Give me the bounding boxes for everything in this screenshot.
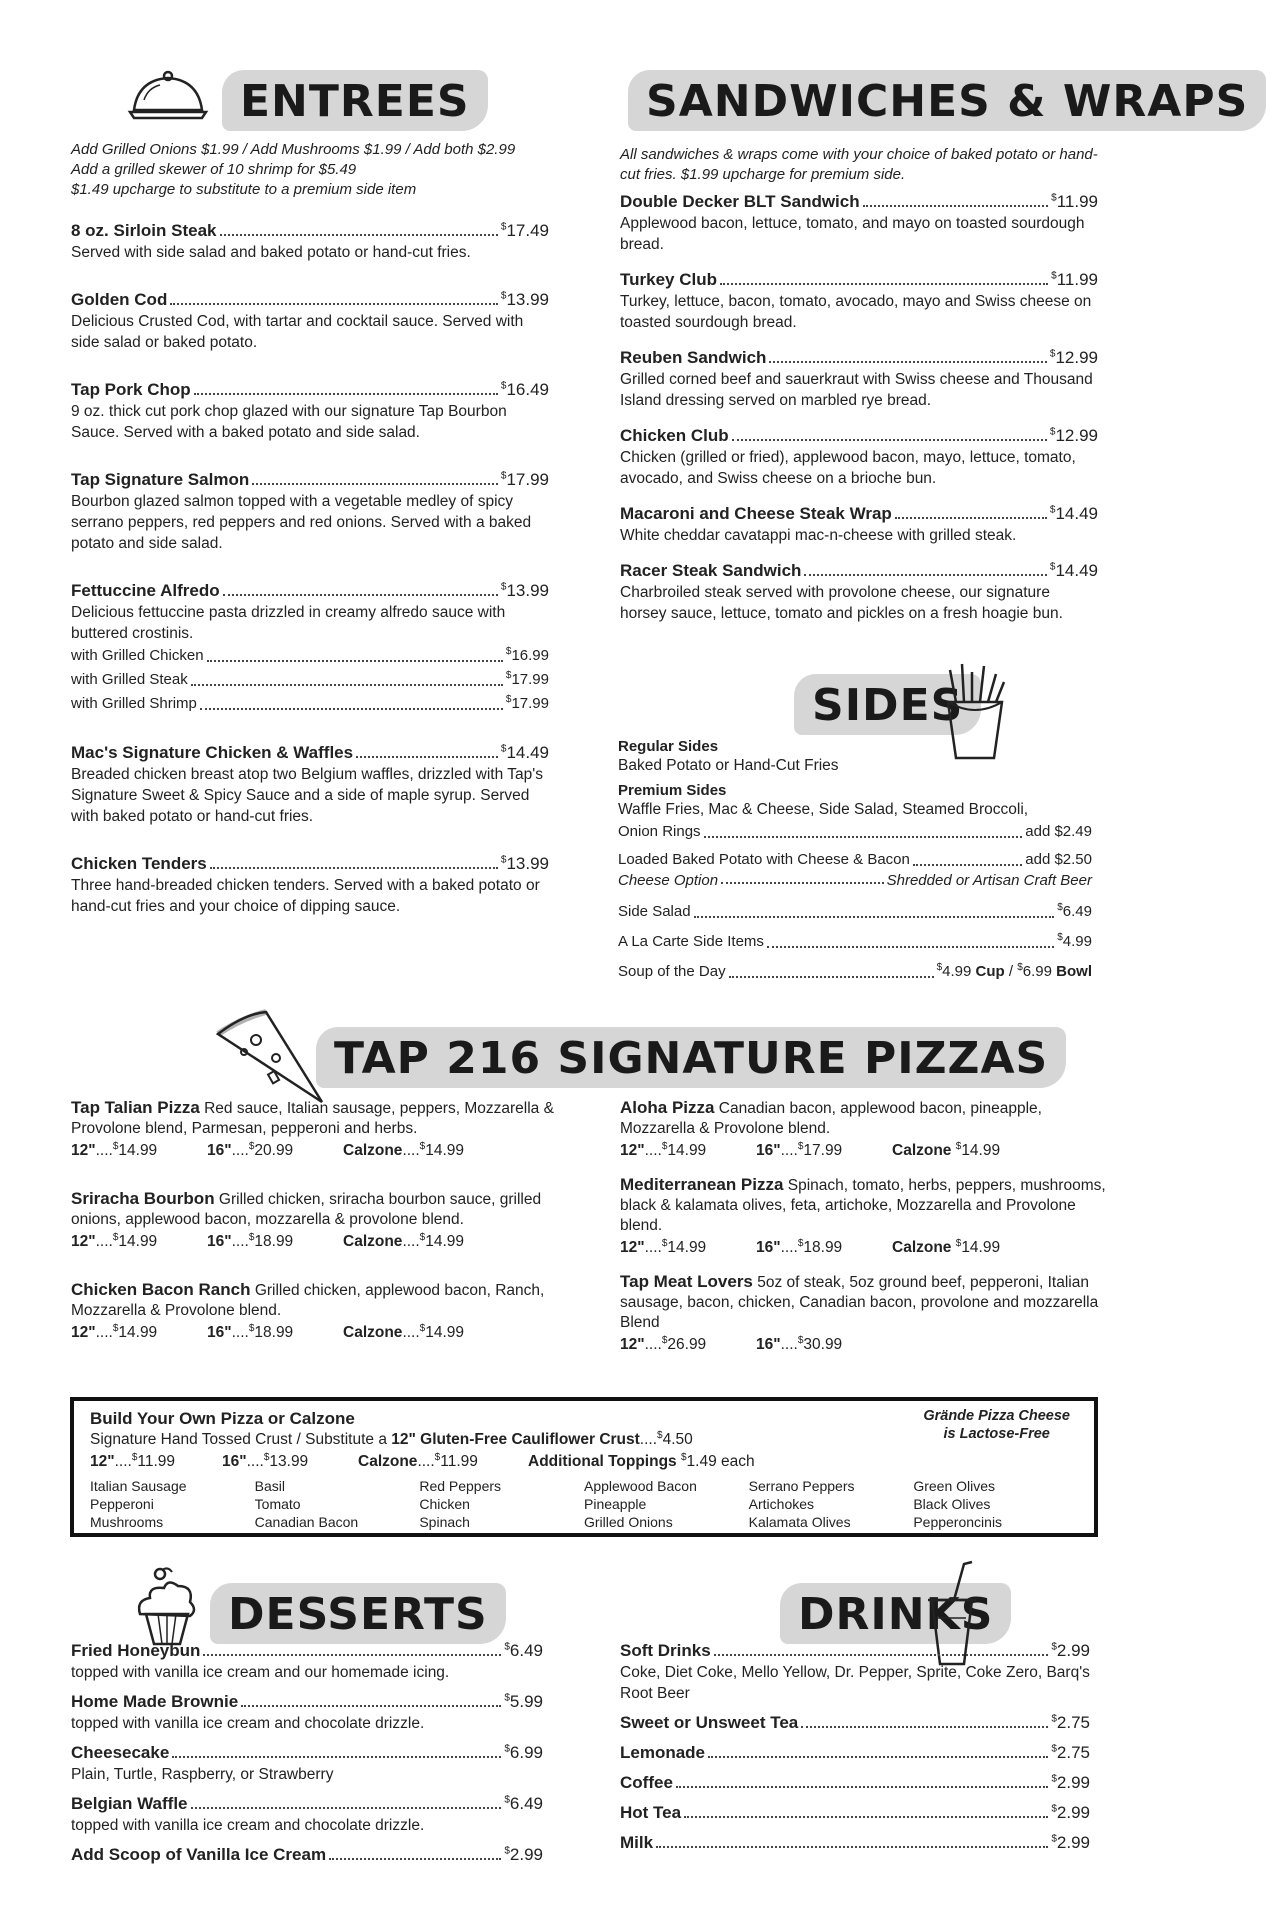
pizza-tap-talian-pizza — [71, 1098, 561, 1161]
item-name: Soft Drinks — [620, 1641, 711, 1660]
item-name: Add Scoop of Vanilla Ice Cream — [71, 1845, 327, 1864]
price-12-inch: 12"....$14.99 — [71, 1231, 158, 1250]
pizza-text — [71, 1098, 561, 1139]
item-name: Chicken Tenders — [71, 854, 207, 873]
leader-dots — [801, 1726, 1048, 1728]
leader-dots — [210, 867, 498, 869]
item-name: Racer Steak Sandwich — [620, 561, 802, 580]
pizza-chicken-bacon-ranch — [71, 1280, 561, 1343]
item-price: $2.99 — [504, 1845, 543, 1864]
menu-item-row — [71, 379, 549, 401]
soup-price: $4.99 Cup / $6.99 Bowl — [936, 962, 1092, 980]
leader-dots — [714, 1654, 1049, 1656]
menu-item-row — [71, 742, 549, 764]
price-calzone: Calzone $14.99 — [892, 1140, 1001, 1159]
item-price: $2.99 — [1051, 1773, 1090, 1792]
menu-item-row — [620, 269, 1098, 291]
menu-item-reuben-sandwich — [620, 347, 1098, 411]
item-description: Breaded chicken breast atop two Belgium waffles, drizzled with Tap's Signature Sweet & Spicy Sauce and a side of maple syrup. Served with baked potato or hand-cut fries. — [71, 766, 543, 825]
entrees-note-1: Add Grilled Onions $1.99 / Add Mushrooms $1.99 / Add both $2.99 — [71, 141, 516, 158]
menu-item-row — [620, 1832, 1090, 1854]
item-description: Three hand-breaded chicken tenders. Served with a baked potato or hand-cut fries and your choice of dipping sauce. — [71, 877, 540, 915]
leader-dots — [223, 594, 498, 596]
menu-item-cheesecake — [71, 1742, 543, 1785]
topping-pepperoncinis: Pepperoncinis — [913, 1514, 1003, 1530]
leader-dots — [329, 1858, 501, 1860]
item-price: $11.99 — [1051, 192, 1098, 211]
sandwiches-list — [620, 191, 1098, 624]
menu-item-tap-signature-salmon — [71, 469, 549, 554]
topping-italian-sausage: Italian Sausage — [90, 1478, 187, 1494]
item-description: topped with vanilla ice cream and chocolate drizzle. — [71, 1817, 425, 1834]
side-salad-row — [618, 900, 1092, 924]
topping-green-olives: Green Olives — [913, 1478, 996, 1494]
pizza-name: Tap Meat Lovers — [620, 1272, 753, 1291]
pizza-mediterranean-pizza — [620, 1175, 1110, 1258]
leader-dots — [656, 1846, 1048, 1848]
item-price: $17.99 — [500, 470, 549, 489]
menu-item-golden-cod — [71, 289, 549, 353]
price-calzone: Calzone $14.99 — [892, 1237, 1001, 1256]
premium-sides-label: Premium Sides — [618, 782, 727, 799]
leader-dots — [194, 393, 498, 395]
leader-dots — [720, 283, 1048, 285]
item-description: Delicious fettuccine pasta drizzled in creamy alfredo sauce with buttered crostinis. — [71, 604, 506, 642]
pizza-prices — [620, 1335, 1110, 1355]
item-name: 8 oz. Sirloin Steak — [71, 221, 217, 240]
topping-red-peppers: Red Peppers — [419, 1478, 502, 1494]
pizza-name: Tap Talian Pizza — [71, 1098, 200, 1117]
item-price: $2.99 — [1051, 1833, 1090, 1852]
loaded-potato-row — [618, 848, 1092, 872]
item-name: Home Made Brownie — [71, 1692, 239, 1711]
item-description: Grilled corned beef and sauerkraut with Swiss cheese and Thousand Island dressing served on marbled rye bread. — [620, 371, 1093, 409]
pizza-sriracha-bourbon — [71, 1189, 561, 1252]
menu-item-milk — [620, 1832, 1090, 1854]
byo-16-price: 16"....$13.99 — [222, 1451, 309, 1470]
leader-dots — [676, 1786, 1048, 1788]
onion-rings-name: Onion Rings — [618, 823, 701, 840]
fettuccine-option-with-grilled-shrimp — [71, 692, 549, 716]
item-description: Plain, Turtle, Raspberry, or Strawberry — [71, 1766, 334, 1783]
item-price: $6.49 — [504, 1794, 543, 1813]
pizza-description: Spinach, tomato, herbs, peppers, mushrooms, black & kalamata olives, feta, artichoke, Mozzarella and Provolone blend. — [620, 1177, 1106, 1234]
loaded-potato-price: add $2.50 — [1025, 851, 1092, 868]
soup-name: Soup of the Day — [618, 963, 726, 980]
leader-dots — [356, 756, 498, 758]
item-description: Turkey, lettuce, bacon, tomato, avocado, mayo and Swiss cheese on toasted sourdough bread. — [620, 293, 1092, 331]
entrees-note-3: $1.49 upcharge to substitute to a premium side item — [71, 181, 417, 198]
sides-section — [618, 738, 1092, 984]
item-description: Chicken (grilled or fried), applewood bacon, mayo, lettuce, tomato, avocado, and Swiss cheese on a brioche bun. — [620, 449, 1076, 487]
pizza-text — [71, 1189, 561, 1230]
leader-dots — [769, 361, 1046, 363]
fettuccine-option-with-grilled-steak — [71, 668, 549, 692]
pizza-text — [620, 1098, 1110, 1139]
pizza-aloha-pizza — [620, 1098, 1110, 1161]
menu-item-8-oz-sirloin-steak — [71, 220, 549, 263]
menu-item-tap-pork-chop — [71, 379, 549, 443]
leader-dots — [732, 439, 1047, 441]
item-price: $2.99 — [1051, 1641, 1090, 1660]
price-16-inch: 16"....$17.99 — [756, 1140, 843, 1159]
item-price: $13.99 — [500, 854, 549, 873]
item-name: Chicken Club — [620, 426, 729, 445]
menu-item-sweet-or-unsweet-tea — [620, 1712, 1090, 1734]
menu-item-row — [620, 191, 1098, 213]
toppings-column — [255, 1477, 420, 1531]
fettuccine-option-with-grilled-chicken — [71, 644, 549, 668]
price-12-inch: 12"....$14.99 — [71, 1322, 158, 1341]
cheese-option-row — [618, 872, 1092, 890]
price-12-inch: 12"....$14.99 — [620, 1140, 707, 1159]
topping-applewood-bacon: Applewood Bacon — [584, 1478, 697, 1494]
menu-item-soft-drinks — [620, 1640, 1090, 1704]
item-name: Macaroni and Cheese Steak Wrap — [620, 504, 892, 523]
pizza-name: Aloha Pizza — [620, 1098, 715, 1117]
leader-dots — [252, 483, 498, 485]
menu-item-macaroni-and-cheese-steak-wrap — [620, 503, 1098, 546]
leader-dots — [241, 1705, 501, 1707]
menu-item-row — [620, 425, 1098, 447]
option-price: $17.99 — [505, 694, 549, 712]
item-description: 9 oz. thick cut pork chop glazed with our signature Tap Bourbon Sauce. Served with a baked potato and side salad. — [71, 403, 507, 441]
option-name: with Grilled Chicken — [71, 647, 204, 664]
price-16-inch: 16"....$30.99 — [756, 1334, 843, 1353]
pizza-description: Grilled chicken, sriracha bourbon sauce, grilled onions, applewood bacon, mozzarella & provolone blend. — [71, 1191, 542, 1228]
leader-dots — [220, 234, 498, 236]
serving-cloche-icon — [128, 70, 208, 122]
byo-toppings-grid — [90, 1477, 1078, 1531]
sandwiches-section — [620, 145, 1098, 624]
leader-dots — [191, 1807, 502, 1809]
price-16-inch: 16"....$18.99 — [207, 1231, 294, 1250]
item-price: $12.99 — [1049, 348, 1098, 367]
item-description: Coke, Diet Coke, Mello Yellow, Dr. Pepper, Sprite, Coke Zero, Barq's Root Beer — [620, 1664, 1090, 1702]
item-name: Tap Pork Chop — [71, 380, 191, 399]
sandwiches-heading: SANDWICHES & WRAPS — [628, 70, 1266, 131]
pizza-name: Mediterranean Pizza — [620, 1175, 784, 1194]
menu-item-row — [620, 1640, 1090, 1662]
pizza-text — [71, 1280, 561, 1321]
item-name: Sweet or Unsweet Tea — [620, 1713, 799, 1732]
menu-item-chicken-tenders — [71, 853, 549, 917]
a-la-carte-name: A La Carte Side Items — [618, 933, 764, 950]
topping-mushrooms: Mushrooms — [90, 1514, 164, 1530]
item-name: Milk — [620, 1833, 654, 1852]
menu-item-row — [620, 1712, 1090, 1734]
menu-item-chicken-club — [620, 425, 1098, 489]
pizza-description: 5oz of steak, 5oz ground beef, pepperoni, Italian sausage, bacon, chicken, Canadian bacon, provolone and mozzarella Blend — [620, 1274, 1099, 1331]
item-price: $6.49 — [504, 1641, 543, 1660]
leader-dots — [172, 1756, 501, 1758]
item-name: Turkey Club — [620, 270, 717, 289]
menu-item-row — [71, 853, 549, 875]
leader-dots — [191, 684, 503, 686]
menu-item-hot-tea — [620, 1802, 1090, 1824]
item-price: $14.49 — [1049, 561, 1098, 580]
price-calzone: Calzone....$14.99 — [343, 1322, 465, 1341]
leader-dots — [863, 205, 1049, 207]
item-description: topped with vanilla ice cream and chocolate drizzle. — [71, 1715, 425, 1732]
sides-heading: SIDES — [794, 674, 981, 735]
toppings-column — [419, 1477, 584, 1531]
topping-grilled-onions: Grilled Onions — [584, 1514, 673, 1530]
lactose-note-line-1: Grände Pizza Cheese — [923, 1408, 1070, 1424]
pizza-prices — [620, 1238, 1110, 1258]
item-name: Tap Signature Salmon — [71, 470, 250, 489]
lactose-free-note — [923, 1407, 1070, 1443]
pizza-slice-icon — [214, 1010, 326, 1105]
menu-item-double-decker-blt-sandwich — [620, 191, 1098, 255]
pizza-name: Sriracha Bourbon — [71, 1189, 215, 1208]
topping-basil: Basil — [254, 1478, 286, 1494]
menu-item-racer-steak-sandwich — [620, 560, 1098, 624]
topping-artichokes: Artichokes — [748, 1496, 815, 1512]
pizzas-right-column — [620, 1098, 1110, 1355]
leader-dots — [170, 303, 498, 305]
item-name: Golden Cod — [71, 290, 168, 309]
menu-item-row — [71, 289, 549, 311]
entrees-note-2: Add a grilled skewer of 10 shrimp for $5.49 — [71, 161, 357, 178]
item-description: Charbroiled steak served with provolone cheese, our signature horsey sauce, lettuce, tomato and pickles on a fresh hoagie bun. — [620, 584, 1063, 622]
price-calzone: Calzone....$14.99 — [343, 1140, 465, 1159]
pizza-tap-meat-lovers — [620, 1272, 1110, 1355]
lactose-note-line-2: is Lactose-Free — [943, 1426, 1050, 1442]
regular-sides-label: Regular Sides — [618, 738, 719, 755]
side-salad-price: $6.49 — [1057, 902, 1092, 920]
pizza-text — [620, 1272, 1110, 1333]
topping-pepperoni: Pepperoni — [90, 1496, 154, 1512]
menu-item-row — [620, 1772, 1090, 1794]
menu-item-row — [620, 503, 1098, 525]
loaded-potato-name: Loaded Baked Potato with Cheese & Bacon — [618, 851, 910, 868]
leader-dots — [684, 1816, 1048, 1818]
pizza-description: Red sauce, Italian sausage, peppers, Mozzarella & Provolone blend, Parmesan, pepperoni and herbs. — [71, 1100, 554, 1137]
item-price: $13.99 — [500, 290, 549, 309]
drinks-heading: DRINKS — [780, 1583, 1011, 1644]
regular-sides-text: Baked Potato or Hand-Cut Fries — [618, 757, 839, 774]
entrees-section — [71, 140, 549, 917]
menu-item-row — [620, 1742, 1090, 1764]
menu-item-row — [71, 1844, 543, 1866]
item-name: Lemonade — [620, 1743, 706, 1762]
byo-calzone-price: Calzone....$11.99 — [358, 1451, 478, 1470]
item-price: $11.99 — [1051, 270, 1098, 289]
menu-item-row — [71, 1691, 543, 1713]
a-la-carte-price: $4.99 — [1057, 932, 1092, 950]
item-name: Hot Tea — [620, 1803, 682, 1822]
menu-item-fried-honeybun — [71, 1640, 543, 1683]
item-description: White cheddar cavatappi mac-n-cheese with grilled steak. — [620, 527, 1017, 544]
pizza-prices — [71, 1232, 561, 1252]
leader-dots — [207, 660, 503, 662]
menu-item-row — [71, 469, 549, 491]
price-12-inch: 12"....$26.99 — [620, 1334, 707, 1353]
price-16-inch: 16"....$18.99 — [207, 1322, 294, 1341]
option-price: $16.99 — [505, 646, 549, 664]
item-name: Fried Honeybun — [71, 1641, 201, 1660]
item-name: Reuben Sandwich — [620, 348, 767, 367]
menu-item-row — [71, 580, 549, 602]
byo-12-price: 12"....$11.99 — [90, 1451, 176, 1470]
entrees-list — [71, 220, 549, 917]
leader-dots — [708, 1756, 1048, 1758]
topping-spinach: Spinach — [419, 1514, 470, 1530]
menu-item-home-made-brownie — [71, 1691, 543, 1734]
desserts-list — [71, 1640, 543, 1866]
menu-item-lemonade — [620, 1742, 1090, 1764]
topping-tomato: Tomato — [254, 1496, 301, 1512]
side-salad-name: Side Salad — [618, 903, 691, 920]
price-12-inch: 12"....$14.99 — [620, 1237, 707, 1256]
item-name: Cheesecake — [71, 1743, 170, 1762]
item-name: Mac's Signature Chicken & Waffles — [71, 743, 354, 762]
price-16-inch: 16"....$20.99 — [207, 1140, 294, 1159]
pizza-text — [620, 1175, 1110, 1236]
price-12-inch: 12"....$14.99 — [71, 1140, 158, 1159]
item-name: Coffee — [620, 1773, 673, 1792]
menu-item-turkey-club — [620, 269, 1098, 333]
byo-title: Build Your Own Pizza or Calzone — [90, 1409, 355, 1428]
topping-kalamata-olives: Kalamata Olives — [748, 1514, 851, 1530]
leader-dots — [804, 574, 1046, 576]
item-description: topped with vanilla ice cream and our homemade icing. — [71, 1664, 450, 1681]
byo-prices — [90, 1451, 1078, 1473]
topping-pineapple: Pineapple — [584, 1496, 647, 1512]
menu-item-row — [620, 347, 1098, 369]
menu-item-row — [71, 1742, 543, 1764]
menu-item-row — [620, 560, 1098, 582]
item-price: $13.99 — [500, 581, 549, 600]
menu-item-fettuccine-alfredo — [71, 580, 549, 716]
pizza-description: Canadian bacon, applewood bacon, pineapple, Mozzarella & Provolone blend. — [620, 1100, 1042, 1137]
cupcake-icon — [132, 1566, 202, 1646]
item-price: $2.99 — [1051, 1803, 1090, 1822]
menu-item-coffee — [620, 1772, 1090, 1794]
desserts-heading: DESSERTS — [210, 1583, 506, 1644]
leader-dots — [895, 517, 1047, 519]
pizzas-left-column — [71, 1098, 561, 1343]
item-price: $12.99 — [1049, 426, 1098, 445]
drinks-list — [620, 1640, 1090, 1854]
menu-item-row — [71, 1793, 543, 1815]
pizza-description: Grilled chicken, applewood bacon, Ranch, Mozzarella & Provolone blend. — [71, 1282, 545, 1319]
menu-item-row — [71, 1640, 543, 1662]
item-price: $2.75 — [1051, 1743, 1090, 1762]
cheese-option-choice: Shredded or Artisan Craft Beer — [886, 872, 1092, 889]
menu-item-mac-s-signature-chicken-waffles — [71, 742, 549, 827]
byo-crust-line: Signature Hand Tossed Crust / Substitute a 12" Gluten-Free Cauliflower Crust....$4.50 — [90, 1429, 693, 1448]
entrees-heading: ENTREES — [222, 70, 488, 131]
topping-chicken: Chicken — [419, 1496, 470, 1512]
item-price: $17.49 — [500, 221, 549, 240]
menu-item-row — [620, 1802, 1090, 1824]
menu-item-add-scoop-of-vanilla-ice-cream — [71, 1844, 543, 1866]
topping-black-olives: Black Olives — [913, 1496, 991, 1512]
premium-sides-text: Waffle Fries, Mac & Cheese, Side Salad, Steamed Broccoli, — [618, 801, 1029, 818]
item-name: Fettuccine Alfredo — [71, 581, 220, 600]
menu-item-row — [71, 220, 549, 242]
onion-rings-row — [618, 820, 1092, 844]
pizza-prices — [620, 1141, 1110, 1161]
sandwiches-note: All sandwiches & wraps come with your choice of baked potato or hand-cut fries. $1.99 upcharge for premium side. — [620, 146, 1098, 183]
item-name: Double Decker BLT Sandwich — [620, 192, 860, 211]
item-price: $5.99 — [504, 1692, 543, 1711]
pizza-prices — [71, 1323, 561, 1343]
build-your-own-box — [70, 1397, 1098, 1537]
price-16-inch: 16"....$18.99 — [756, 1237, 843, 1256]
toppings-column — [913, 1477, 1078, 1531]
option-name: with Grilled Steak — [71, 671, 188, 688]
byo-toppings-price: Additional Toppings $1.49 each — [528, 1451, 755, 1470]
soup-row — [618, 960, 1092, 984]
topping-serrano-peppers: Serrano Peppers — [748, 1478, 855, 1494]
item-price: $6.99 — [504, 1743, 543, 1762]
item-price: $2.75 — [1051, 1713, 1090, 1732]
item-description: Bourbon glazed salmon topped with a vegetable medley of spicy serrano peppers, red peppers and red onions. Served with a baked potato and side salad. — [71, 493, 532, 552]
toppings-column — [584, 1477, 749, 1531]
leader-dots — [203, 1654, 501, 1656]
topping-canadian-bacon: Canadian Bacon — [254, 1514, 359, 1530]
leader-dots — [200, 708, 503, 710]
item-name: Belgian Waffle — [71, 1794, 188, 1813]
option-price: $17.99 — [505, 670, 549, 688]
item-price: $14.49 — [500, 743, 549, 762]
onion-rings-price: add $2.49 — [1025, 823, 1092, 840]
a-la-carte-row — [618, 930, 1092, 954]
toppings-column — [749, 1477, 914, 1531]
toppings-column — [90, 1477, 255, 1531]
item-price: $16.49 — [500, 380, 549, 399]
pizza-prices — [71, 1141, 561, 1161]
menu-item-belgian-waffle — [71, 1793, 543, 1836]
item-description: Delicious Crusted Cod, with tartar and cocktail sauce. Served with side salad or baked potato. — [71, 313, 524, 351]
pizza-name: Chicken Bacon Ranch — [71, 1280, 251, 1299]
item-description: Served with side salad and baked potato or hand-cut fries. — [71, 244, 471, 261]
option-name: with Grilled Shrimp — [71, 695, 197, 712]
cheese-option-name: Cheese Option — [618, 872, 719, 889]
item-price: $14.49 — [1049, 504, 1098, 523]
pizzas-heading: TAP 216 SIGNATURE PIZZAS — [316, 1027, 1066, 1088]
price-calzone: Calzone....$14.99 — [343, 1231, 465, 1250]
item-description: Applewood bacon, lettuce, tomato, and mayo on toasted sourdough bread. — [620, 215, 1085, 253]
